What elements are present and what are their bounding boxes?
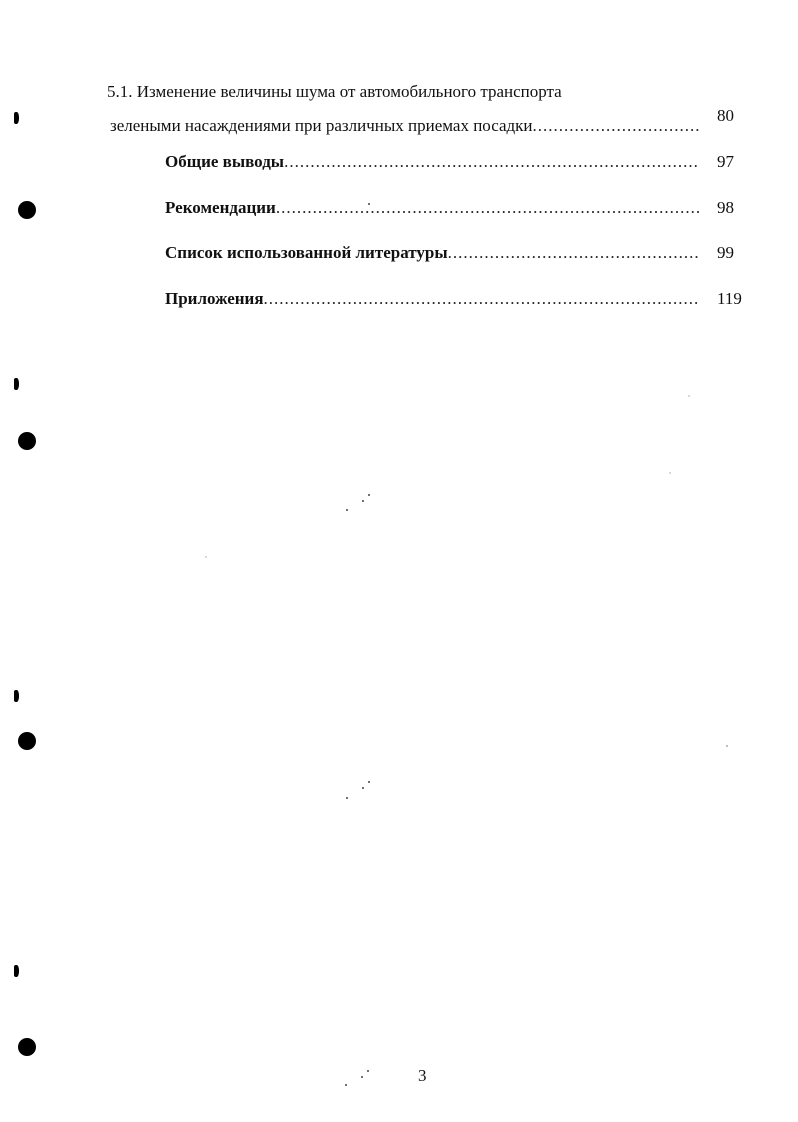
toc-entry-title: Общие выводы xyxy=(165,152,285,171)
toc-page-number: 80 xyxy=(717,106,734,125)
toc-entry-5-1-line2 xyxy=(110,116,700,136)
scan-speck xyxy=(367,1070,369,1072)
toc-entry-references xyxy=(165,243,700,263)
binder-hole xyxy=(18,732,36,750)
toc-entry-title: зелеными насаждениями при различных приемах посадки xyxy=(110,116,533,135)
page-number: 3 xyxy=(418,1066,427,1085)
toc-entry-conclusions xyxy=(165,152,700,172)
toc-leader-dots xyxy=(533,116,700,136)
binder-hole xyxy=(18,201,36,219)
scan-speck xyxy=(345,1084,347,1086)
scan-speck xyxy=(346,797,348,799)
scan-speck xyxy=(688,395,690,397)
toc-page-number: 119 xyxy=(717,289,742,308)
toc-entry-title: Приложения xyxy=(165,289,264,308)
scan-speck xyxy=(205,556,207,558)
scan-speck xyxy=(669,472,671,474)
toc-entry-recommendations xyxy=(165,198,700,218)
toc-leader-dots xyxy=(448,243,700,263)
binder-mark xyxy=(14,690,19,702)
toc-leader-dots xyxy=(264,289,700,309)
binder-hole xyxy=(18,1038,36,1056)
toc-entry-appendices xyxy=(165,289,700,309)
toc-entry-title: Список использованной литературы xyxy=(165,243,448,262)
scan-speck xyxy=(361,1076,363,1078)
toc-leader-dots xyxy=(284,152,700,172)
scan-speck xyxy=(368,781,370,783)
scan-speck xyxy=(368,494,370,496)
scan-speck xyxy=(362,500,364,502)
scan-speck xyxy=(726,745,728,747)
toc-entry-title: Рекомендации xyxy=(165,198,276,217)
binder-hole xyxy=(18,432,36,450)
toc-page-number: 98 xyxy=(717,198,734,217)
binder-mark xyxy=(14,965,19,977)
toc-entry-5-1-line1: 5.1. Изменение величины шума от автомобильного транспорта xyxy=(107,82,562,101)
toc-page-number: 97 xyxy=(717,152,734,171)
toc-page-number: 99 xyxy=(717,243,734,262)
scan-speck xyxy=(346,509,348,511)
scan-speck xyxy=(368,203,370,205)
binder-mark xyxy=(14,378,19,390)
scan-speck xyxy=(362,787,364,789)
toc-leader-dots xyxy=(276,198,700,218)
binder-mark xyxy=(14,112,19,124)
